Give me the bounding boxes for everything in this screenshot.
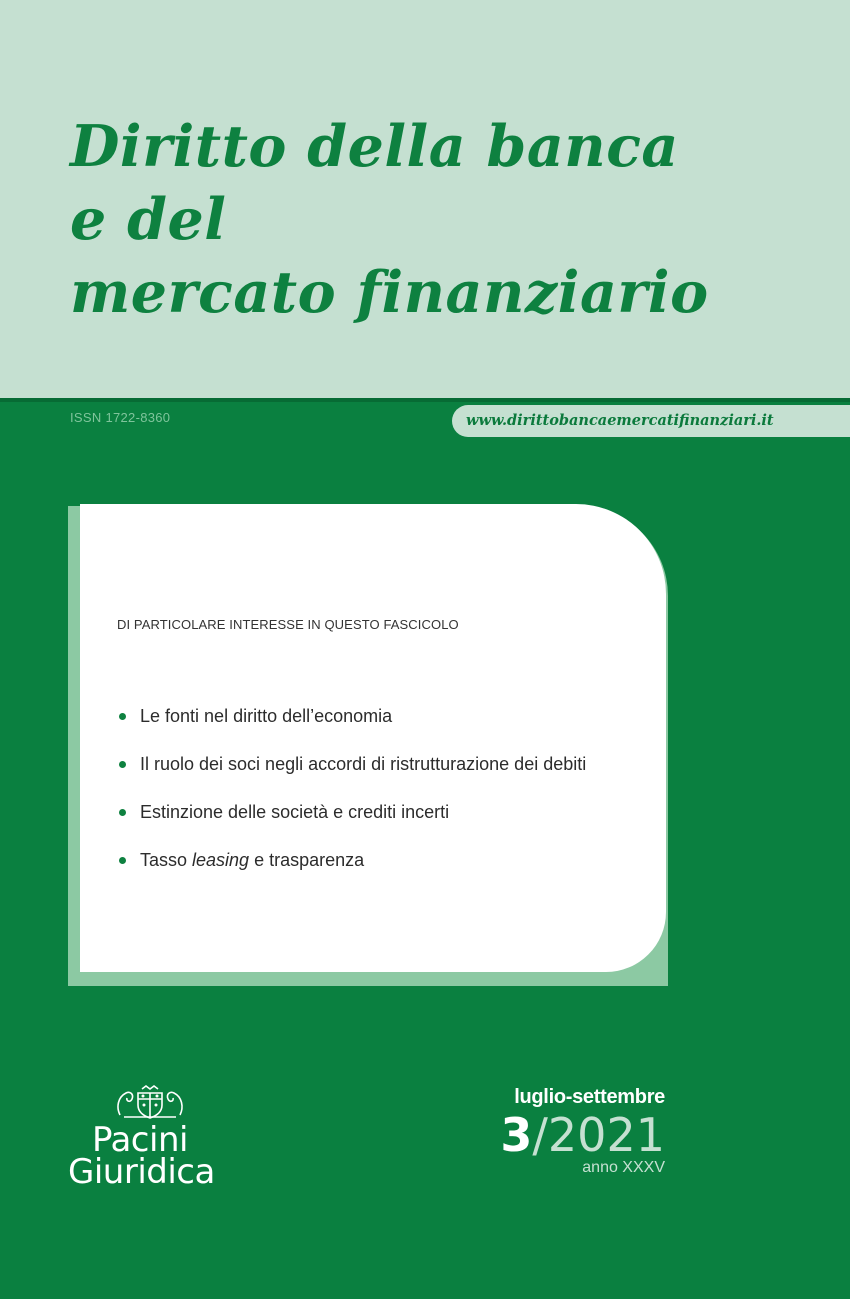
header-band <box>0 0 850 398</box>
issue-number: 3 <box>500 1108 533 1162</box>
title-line-1: Diritto della banca <box>70 113 679 180</box>
list-item-text-pre: Tasso <box>140 850 193 870</box>
list-item-text-em: leasing <box>192 850 250 870</box>
list-item-text: Il ruolo dei soci negli accordi di ristrutturazione dei debiti <box>140 754 587 774</box>
bullet-icon <box>119 857 126 864</box>
website-pill[interactable] <box>452 405 850 437</box>
bullet-icon <box>119 713 126 720</box>
crest-icon <box>112 1085 188 1121</box>
list-item <box>116 704 586 752</box>
header-divider <box>0 398 850 402</box>
journal-title <box>70 110 709 329</box>
issn-text: ISSN 1722-8360 <box>70 410 171 425</box>
bullet-icon <box>119 809 126 816</box>
list-item-text-post: e trasparenza <box>249 850 365 870</box>
publisher-name-line-2: Giuridica <box>68 1152 215 1192</box>
bullet-icon <box>119 761 126 768</box>
website-link[interactable]: www.dirittobancaemercatifinanziari.it <box>466 412 774 429</box>
title-line-3: mercato finanziario <box>70 259 709 326</box>
highlights-heading: DI PARTICOLARE INTERESSE IN QUESTO FASCICOLO <box>117 617 459 632</box>
issue-number-line <box>500 1108 665 1162</box>
highlights-box <box>80 504 666 972</box>
list-item-text: Estinzione delle società e crediti incerti <box>140 802 450 822</box>
list-item <box>116 848 586 896</box>
highlights-list <box>116 704 586 896</box>
issue-period: luglio-settembre <box>514 1086 665 1108</box>
list-item-text: Le fonti nel diritto dell’economia <box>140 706 393 726</box>
publisher-name-line-1: Pacini <box>92 1120 188 1160</box>
issue-info <box>500 1086 665 1177</box>
list-item <box>116 752 586 800</box>
issue-year: /2021 <box>532 1108 665 1162</box>
title-line-2: e del <box>70 186 227 253</box>
list-item <box>116 800 586 848</box>
issue-annata: anno XXXV <box>582 1159 665 1176</box>
publisher-logo <box>68 1085 228 1195</box>
